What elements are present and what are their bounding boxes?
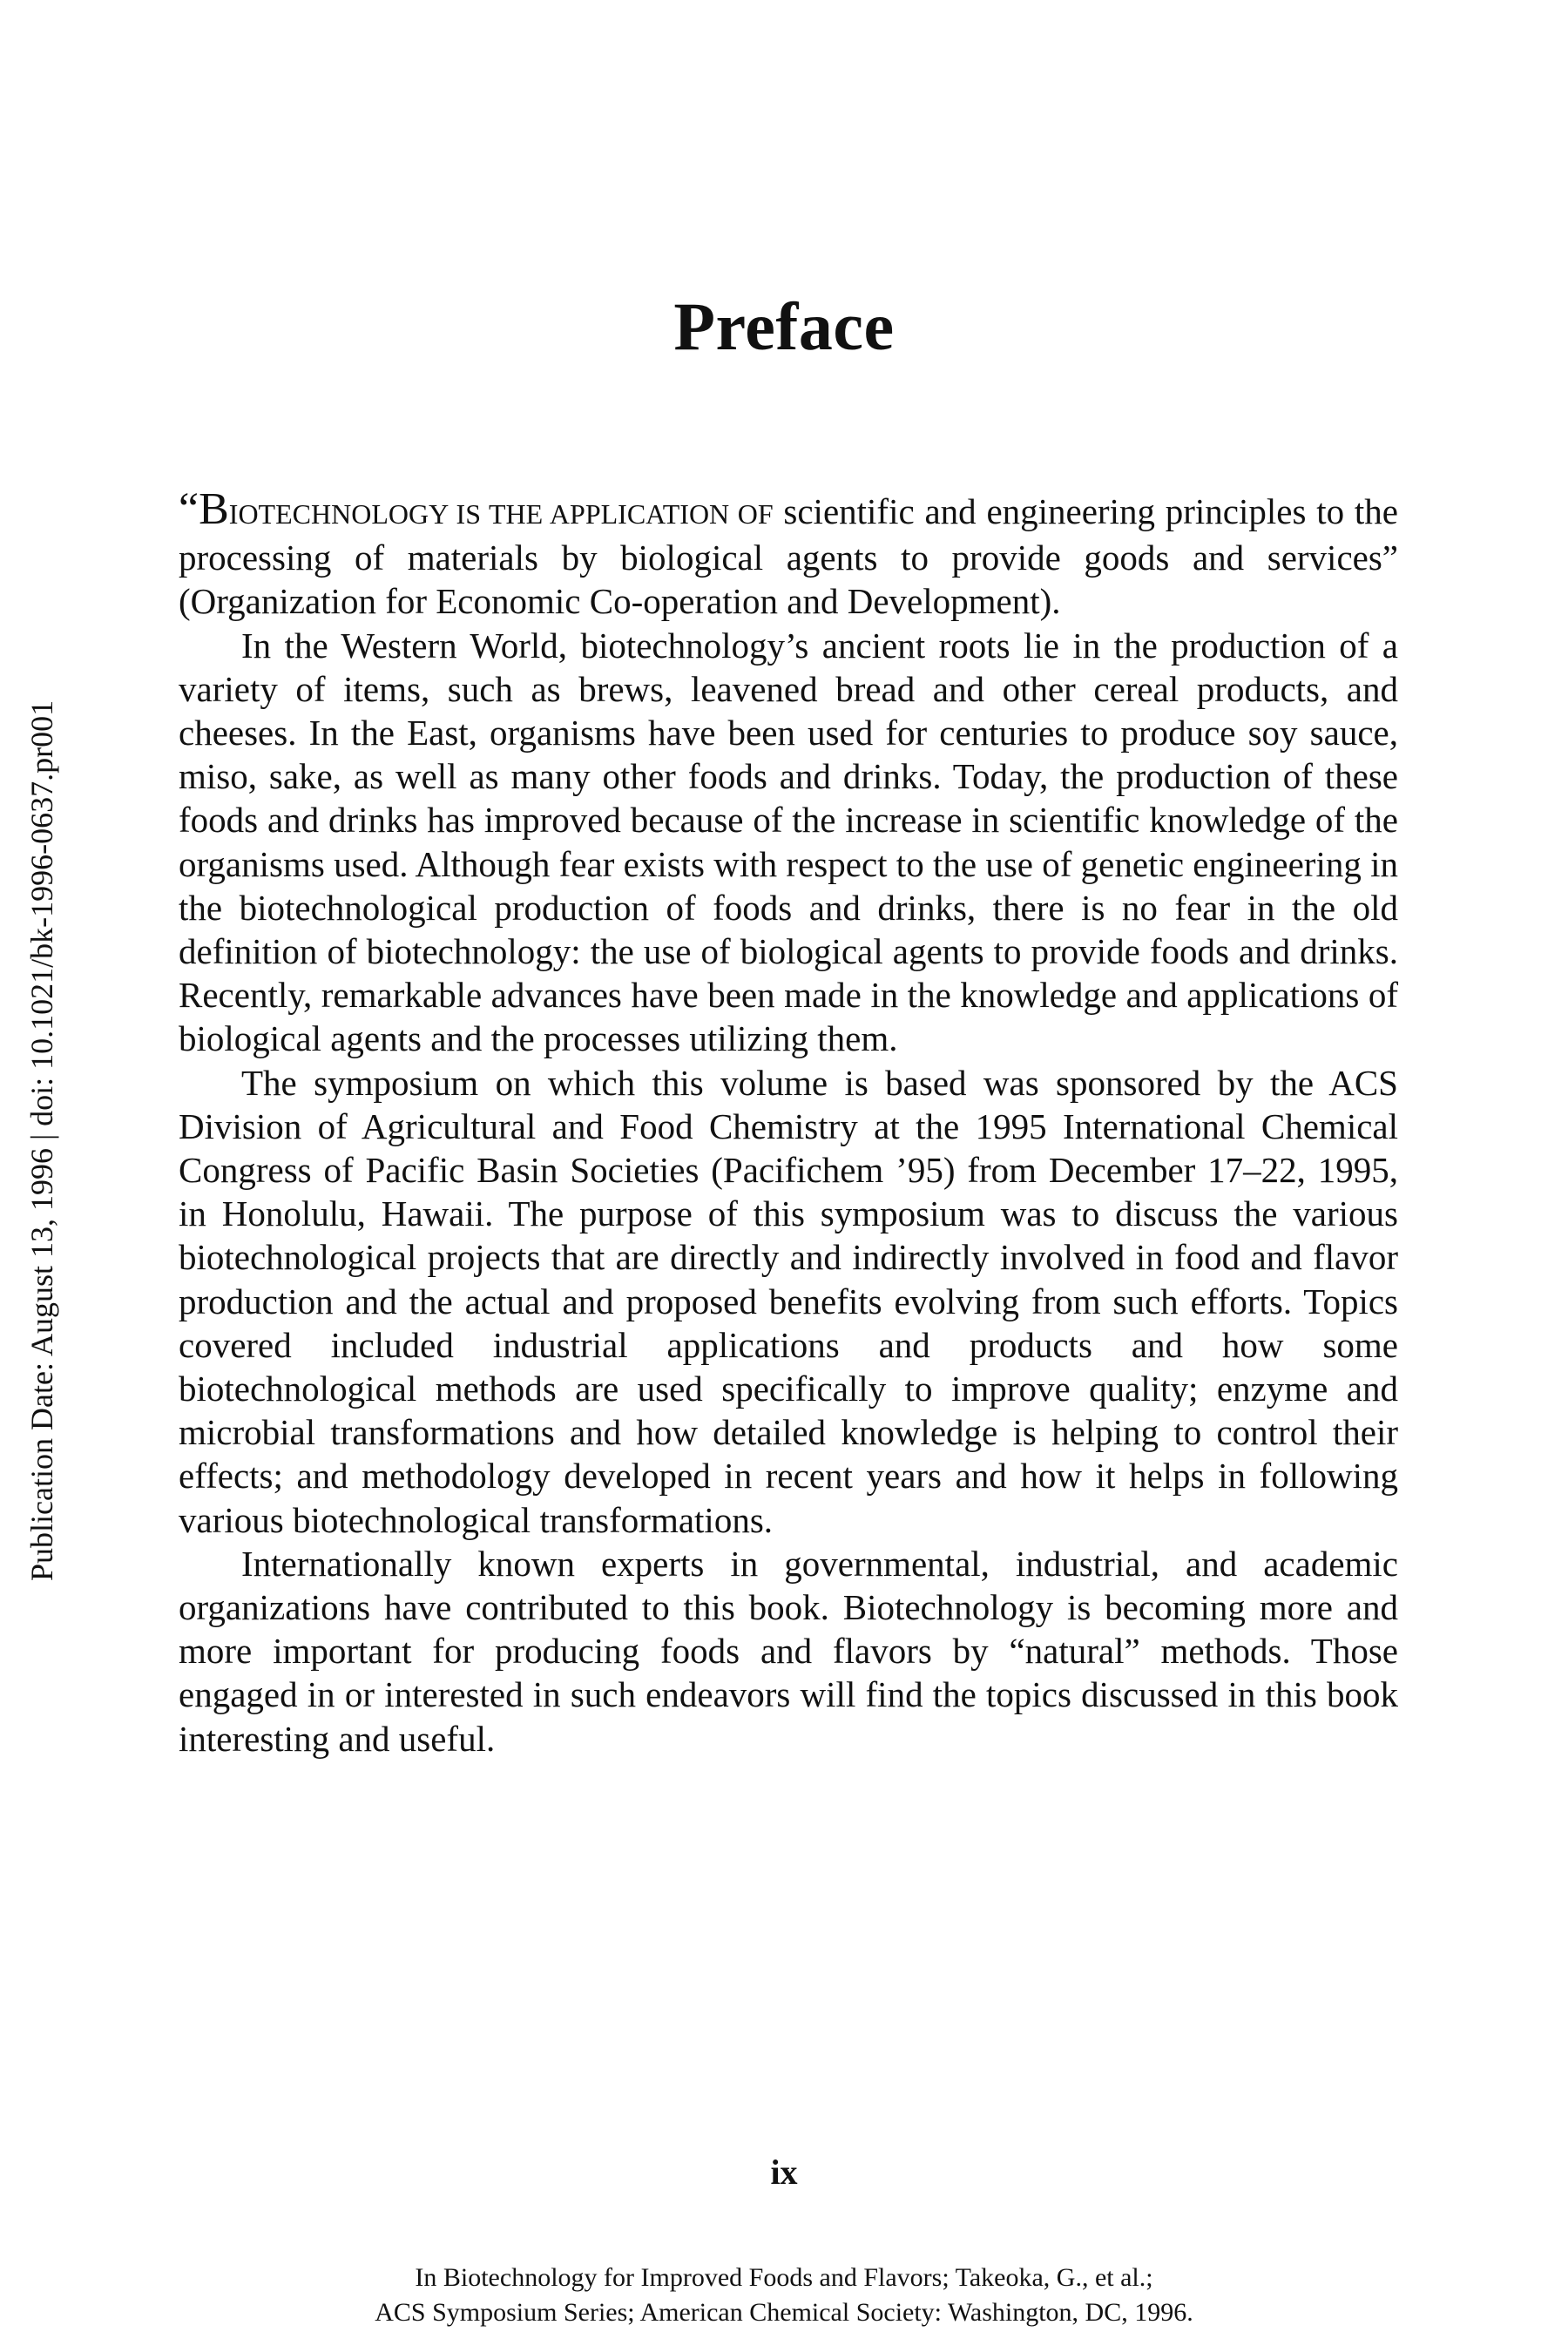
footer-line-1: In Biotechnology for Improved Foods and Flavors; Takeoka, G., et al.; [415, 2263, 1153, 2292]
paragraph-2: In the Western World, biotechnology’s ancient roots lie in the production of a variety of items, such as brews, leavened bread and other cereal products, and cheeses. In the East, organisms have been used for centuries to produce soy sauce, miso, sake, as well as many other foods and drinks. Today, the production of these foods and drinks has improved because of the increase in scientific knowledge of the organisms used. Although fear exists with respect to the use of genetic engineering in the biotechnological production of foods and drinks, there is no fear in the old definition of biotechnology: the use of biological agents to provide foods and drinks. Recently, remarkable advances have been made in the knowledge and applications of biological agents and the processes utilizing them. [179, 625, 1398, 1059]
publication-date-doi: Publication Date: August 13, 1996 | doi: 10.1021/bk-1996-0637.pr001 [24, 700, 59, 1581]
paragraph-1 [179, 484, 1398, 624]
paragraph-4: Internationally known experts in governmental, industrial, and academic organizations have contributed to this book. Biotechnology is becoming more and more important for producing foods and flavors by “natural” methods. Those engaged in or interested in such endeavors will find the topics discussed in this book interesting and useful. [179, 1543, 1398, 1759]
citation-footer [0, 2261, 1568, 2330]
small-caps-lead: IOTECHNOLOGY IS THE APPLICATION OF [228, 498, 774, 530]
opening-quote: “ [179, 484, 199, 534]
page-number: ix [770, 2153, 798, 2192]
drop-cap: B [199, 484, 229, 534]
paragraph-3: The symposium on which this volume is based was sponsored by the ACS Division of Agricultural and Food Chemistry at the 1995 International Chemical Congress of Pacific Basin Societies (Pacifichem ’95) from December 17–22, 1995, in Honolulu, Hawaii. The purpose of this symposium was to discuss the various biotechnological projects that are directly and indirectly involved in food and flavor production and the actual and proposed benefits evolving from such efforts. Topics covered included industrial applications and products and how some biotechnological methods are used specifically to improve quality; enzyme and microbial transformations and how detailed knowledge is helping to control their effects; and methodology developed in recent years and how it helps in following various biotechnological transformations. [179, 1062, 1398, 1540]
body-text [179, 484, 1398, 1761]
page-title: Preface [673, 288, 895, 364]
footer-line-2: ACS Symposium Series; American Chemical Society: Washington, DC, 1996. [375, 2298, 1193, 2327]
paragraph-1-text: scientific and engineering principles to the processing of materials by biological agents to provide goods and services” (Organization for Economic Co-operation and Development). [179, 491, 1398, 622]
